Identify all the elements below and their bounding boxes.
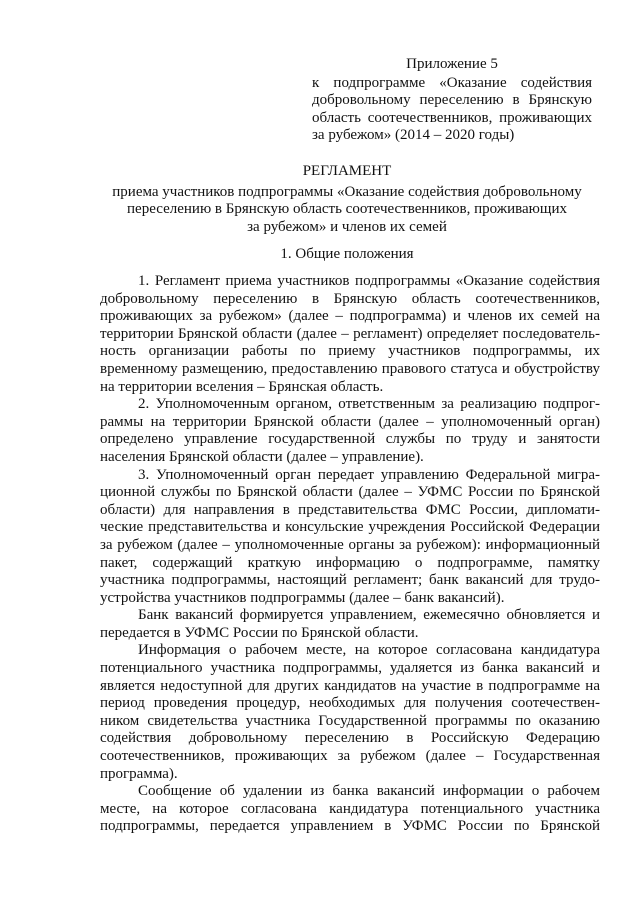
document-subtitle-line: за рубежом» и членов их семей	[247, 218, 447, 235]
body-line: ником свидетельства участника Государственной программы по оказанию	[100, 712, 600, 729]
body-line: Информация о рабочем месте, на которое согласована кандидатура	[138, 642, 600, 659]
body-line: 1. Регламент приема участников подпрограммы «Оказание содействия	[138, 273, 600, 289]
appendix-line: к подпрограмме «Оказание содействия	[312, 74, 592, 91]
body-line: ционной службы по Брянской области (далее – УФМС России по Брянской	[100, 484, 600, 501]
body-line: временному размещению, предоставлению правового статуса и обустройству	[100, 360, 600, 377]
body-line: определено управление государственной службы по труду и занятости	[100, 431, 600, 448]
document-subtitle-line: приема участников подпрограммы «Оказание содействия добровольному	[112, 183, 582, 200]
body-line: проживающих за рубежом» (далее – подпрограмма) и членов их семей на	[100, 308, 600, 325]
document-title: РЕГЛАМЕНТ	[302, 163, 392, 179]
body-line: месте, на которое согласована кандидатура потенциального участника	[100, 800, 600, 817]
body-line: устройства участников подпрограммы (далее – банк вакансий).	[100, 589, 505, 606]
body-line: потенциального участника подпрограммы, удаляется из банка вакансий и	[100, 660, 600, 677]
body-line: участника подпрограммы, настоящий регламент; банк вакансий для трудо-	[100, 572, 600, 589]
section-heading: 1. Общие положения	[280, 246, 414, 262]
body-line: является недоступной для других кандидатов на участие в подпрограмме на	[100, 677, 600, 694]
body-line: пакет, содержащий краткую информацию о подпрограмме, памятку	[100, 554, 600, 571]
body-line: ность организации работы по приему участников подпрограммы, их	[100, 343, 600, 360]
body-line: соотечественников, проживающих за рубежом (далее – Государственная	[100, 748, 600, 765]
body-line: населения Брянской области (далее – управление).	[100, 448, 424, 465]
body-line: подпрограммы, передается управлением в УФМС России по Брянской	[100, 818, 600, 835]
body-line: на территории вселения – Брянская область.	[100, 378, 384, 395]
body-line: 2. Уполномоченным органом, ответственным за реализацию подпрог-	[138, 396, 600, 413]
body-line: добровольному переселению в Брянскую область соотечественников,	[100, 290, 600, 307]
body-line: Сообщение об удалении из банка вакансий информации о рабочем	[138, 783, 600, 800]
body-line: Банк вакансий формируется управлением, ежемесячно обновляется и	[138, 607, 600, 624]
body-line: 3. Уполномоченный орган передает управлению Федеральной мигра-	[138, 466, 600, 483]
body-line: территории Брянской области (далее – регламент) определяет последователь-	[100, 325, 600, 342]
body-line: передается в УФМС России по Брянской области.	[100, 624, 419, 641]
document-title-block	[100, 163, 594, 236]
appendix-line: область соотечественников, проживающих	[312, 109, 592, 126]
body-text	[100, 273, 600, 836]
body-line: период проведения процедур, необходимых для получения соотечествен-	[100, 695, 600, 712]
body-line: ческие представительства и консульские учреждения Российской Федерации	[100, 519, 600, 536]
appendix-header	[312, 56, 592, 145]
document-subtitle-line: переселению в Брянскую область соотечественников, проживающих	[127, 201, 567, 218]
appendix-line: за рубежом» (2014 – 2020 годы)	[312, 127, 515, 144]
body-line: раммы на территории Брянской области (далее – уполномоченный орган)	[100, 413, 600, 430]
appendix-line: добровольному переселению в Брянскую	[312, 92, 592, 109]
appendix-title: Приложение 5	[406, 56, 498, 72]
body-line: программа).	[100, 765, 178, 782]
body-line: за рубежом (далее – уполномоченные органы за рубежом): информационный	[100, 536, 600, 553]
body-line: содействия добровольному переселению в Российскую Федерацию	[100, 730, 600, 747]
body-line: области) для направления в представительства ФМС России, дипломати-	[100, 501, 600, 518]
